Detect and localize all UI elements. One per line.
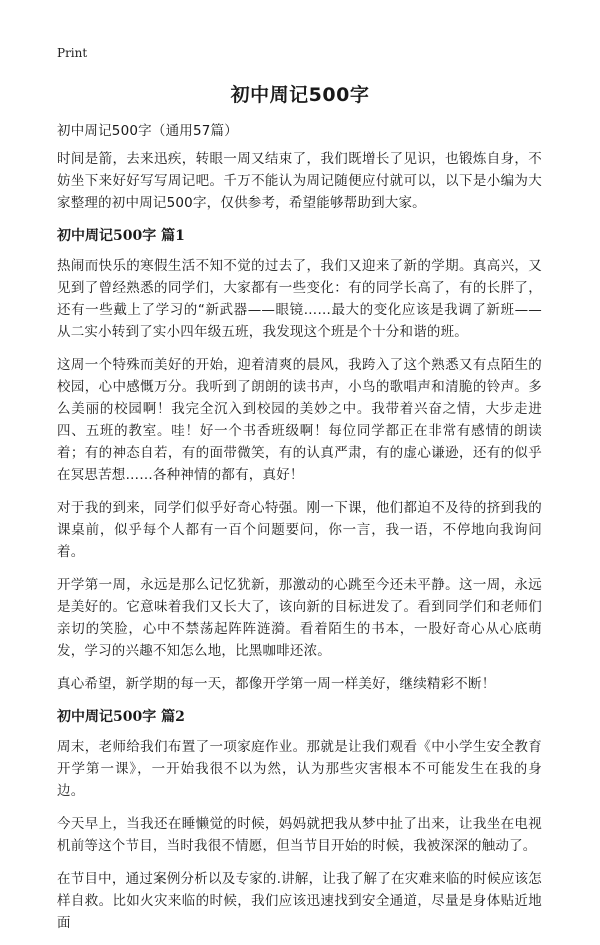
section-2 (57, 706, 542, 934)
paragraph: 开学第一周，永远是那么记忆犹新，那激动的心跳至今还未平静。这一周，永远是美好的。它意味着我们又长大了，该向新的目标进发了。看到同学们和老师们亲切的笑脸，心中不禁荡起阵阵涟漪。看着陌生的书本，一股好奇心从心底萌发，学习的兴趣不知怎么地，比黑咖啡还浓。 (57, 577, 542, 659)
page-title: 初中周记500字 (230, 84, 370, 106)
section-heading: 初中周记500字 篇1 (57, 228, 185, 244)
intro-paragraph: 时间是箭，去来迅疾，转眼一周又结束了，我们既增长了见识，也锻炼自身，不妨坐下来好好写写周记吧。千万不能认为周记随便应付就可以，以下是小编为大家整理的初中周记500字，仅供参考，希望能够帮助到大家。 (57, 151, 542, 211)
document-body (57, 120, 542, 945)
paragraph: 真心希望，新学期的每一天，都像开学第一周一样美好，继续精彩不断！ (57, 676, 496, 692)
section-1 (57, 225, 542, 695)
paragraph: 今天早上，当我还在睡懒觉的时候，妈妈就把我从梦中扯了出来，让我坐在电视机前等这个节目，当时我很不情愿，但当节目开始的时候，我被深深的触动了。 (57, 816, 542, 854)
section-heading: 初中周记500字 篇2 (57, 709, 185, 725)
paragraph: 对于我的到来，同学们似乎好奇心特强。刚一下课，他们都迫不及待的挤到我的课桌前，似乎每个人都有一百个问题要问，你一言，我一语，不停地向我询问着。 (57, 500, 542, 560)
paragraph: 在节目中，通过案例分析以及专家的.讲解，让我了解了在灾难来临的时候应该怎样自救。比如火灾来临的时候，我们应该迅速找到安全通道，尽量是身体贴近地面 (57, 871, 542, 931)
paragraph: 周末，老师给我们布置了一项家庭作业。那就是让我们观看《中小学生安全教育开学第一课》，一开始我很不以为然，认为那些灾害根本不可能发生在我的身边。 (57, 739, 542, 799)
paragraph: 这周一个特殊而美好的开始，迎着清爽的晨风，我跨入了这个熟悉又有点陌生的校园，心中感慨万分。我听到了朗朗的读书声，小鸟的歌唱声和清脆的铃声。多么美丽的校园啊！我完全沉入到校园的美妙之中。我带着兴奋之情，大步走进四、五班的教室。哇！好一个书香班级啊！每位同学都正在非常有感情的朗读着；有的神态自若，有的面带微笑，有的认真严肃，有的虚心谦逊，还有的似乎在冥思苦想……各种神情的都有，真好！ (57, 357, 542, 483)
document-subtitle: 初中周记500字（通用57篇） (57, 123, 238, 139)
print-label[interactable]: Print (57, 46, 88, 60)
paragraph: 热闹而快乐的寒假生活不知不觉的过去了，我们又迎来了新的学期。真高兴，又见到了曾经熟悉的同学们，大家都有一些变化：有的同学长高了，有的长胖了，还有一些戴上了学习的“新武器——眼镜……最大的变化应该是我调了新班——从二实小转到了实小四年级五班，我发现这个班是个十分和谐的班。 (57, 258, 542, 340)
